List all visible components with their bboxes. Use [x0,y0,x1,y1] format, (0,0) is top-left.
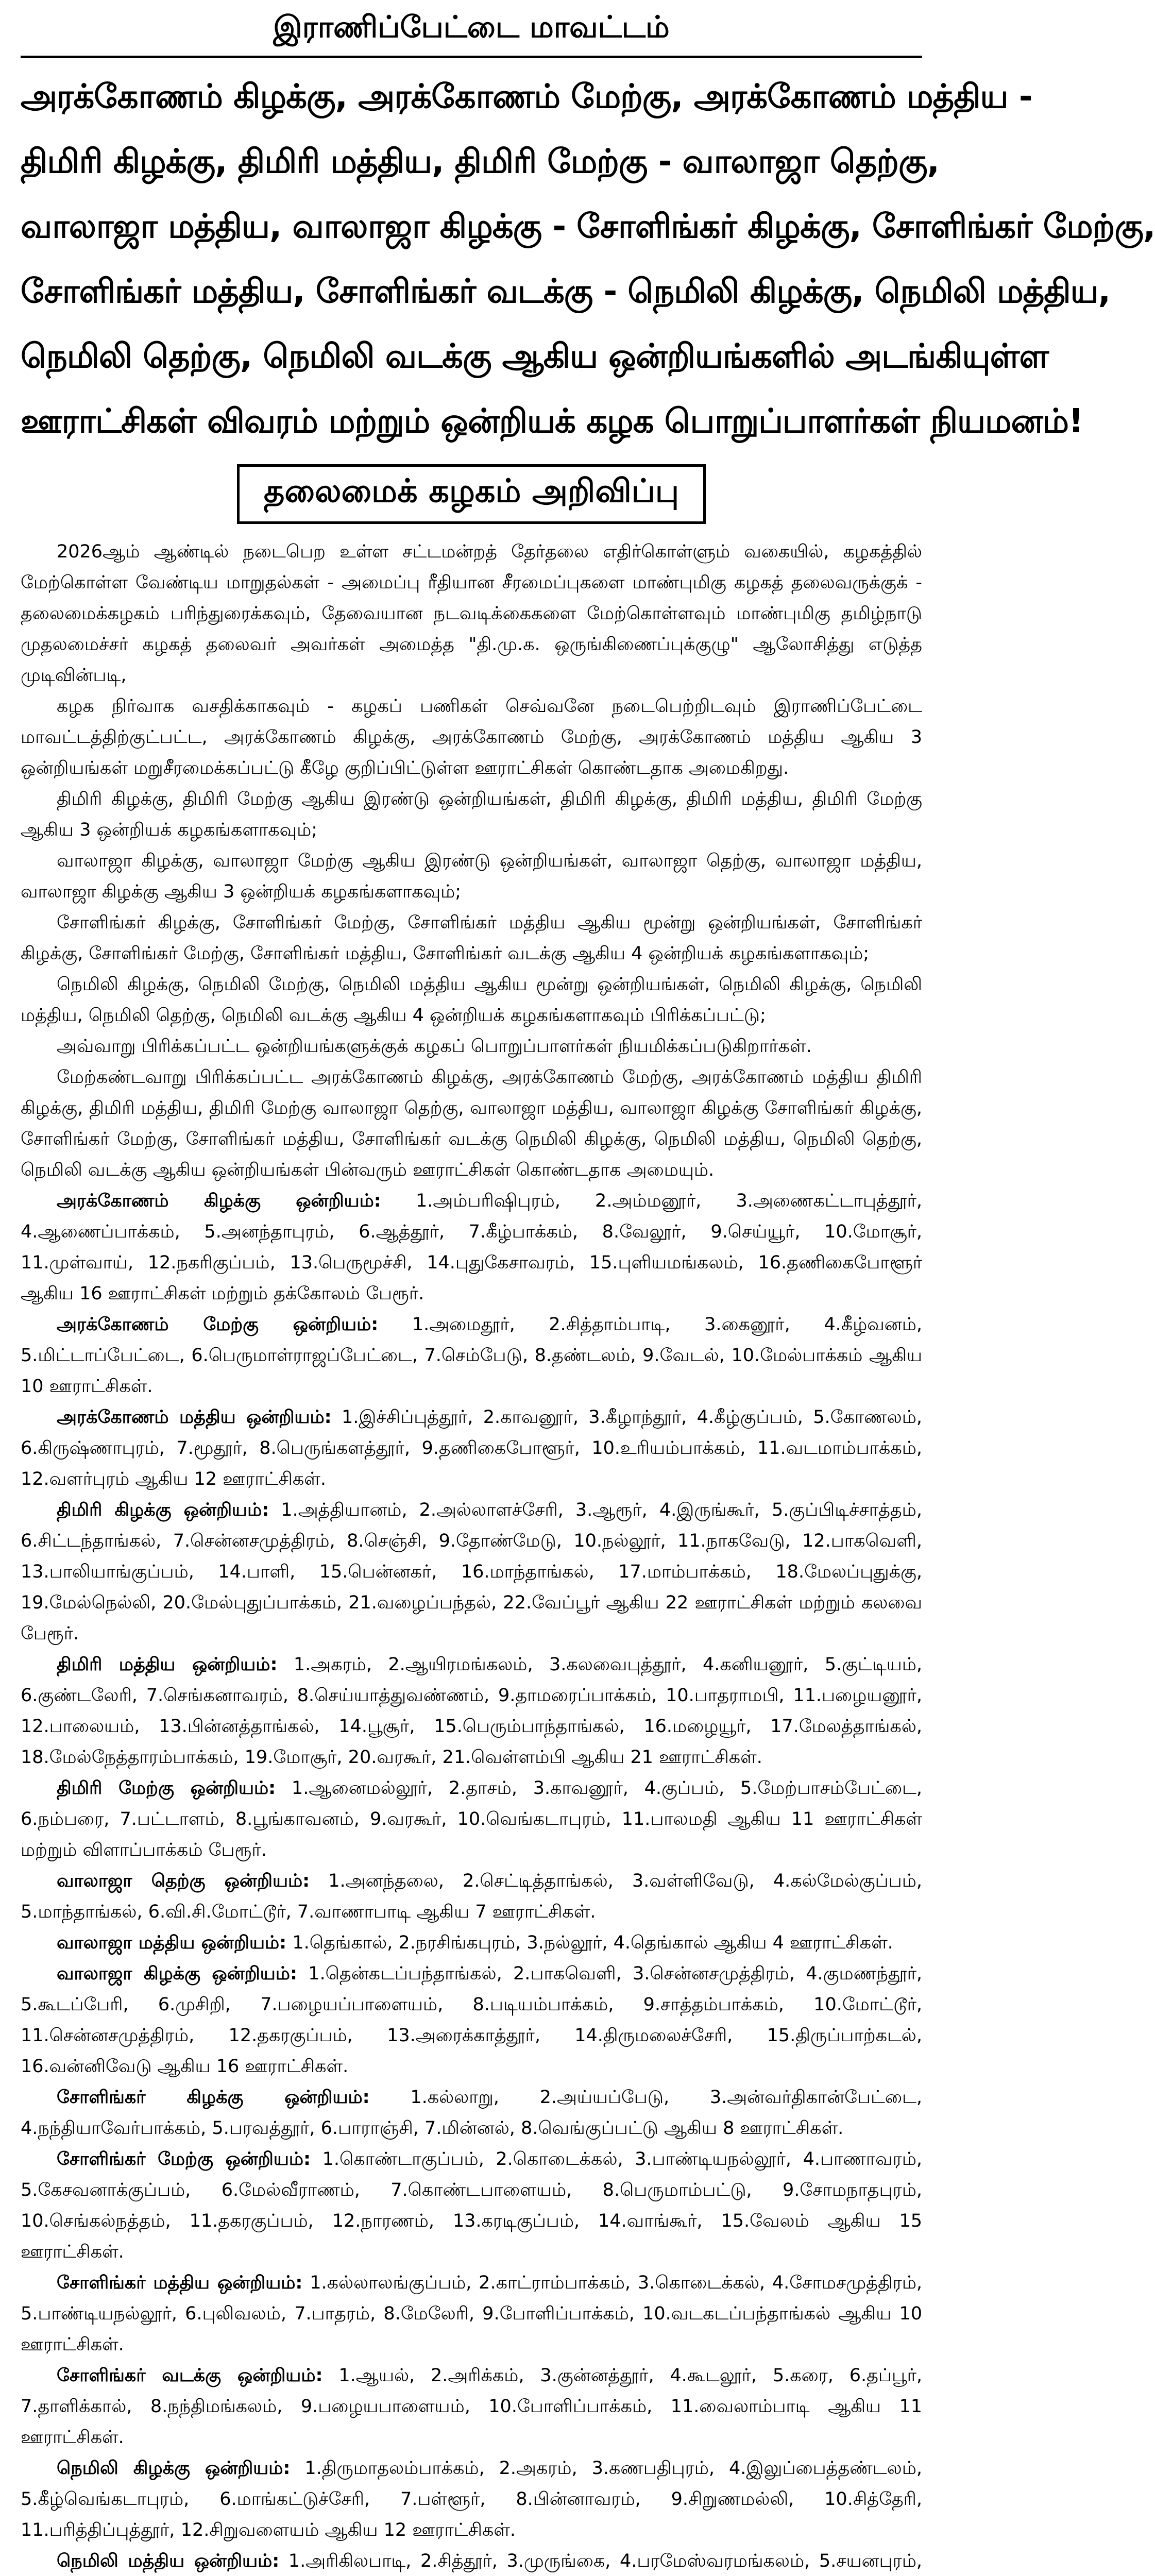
union-label: சோளிங்கர் மத்திய ஒன்றியம்: [57,2273,303,2293]
union-villages: 1.ஆனைமல்லூர், 2.தாசம், 3.காவனூர், 4.குப்பம், 5.மேற்பாசம்பேட்டை, 6.நம்பரை, 7.பட்டாளம், 8.பூங்காவனம், 9.வரகூர், 10.வெங்கடாபுரம், 11.பாலமதி ஆகிய 11 ஊராட்சிகள் மற்றும் விளாப்பாக்கம் பேரூர். [21,1778,922,1860]
headline-line: திமிரி கிழக்கு, திமிரி மத்திய, திமிரி மேற்கு - வாலாஜா தெற்கு, [21,143,939,181]
union-entry [21,1927,922,1958]
district-title: இராணிப்பேட்டை மாவட்டம் [273,9,670,44]
union-villages: 1.கல்லாலங்குப்பம், 2.காட்ராம்பாக்கம், 3.கொடைக்கல், 4.சோமசமுத்திரம், 5.பாண்டியநல்லூர், 6.புலிவலம், 7.பாதரம், 8.மேலேரி, 9.போளிப்பாக்கம், 10.வடகடப்பந்தாங்கல் ஆகிய 10 ஊராட்சிகள். [21,2273,922,2355]
union-entry [21,2267,922,2360]
union-entry [21,1958,922,2082]
intro-paragraph: அவ்வாறு பிரிக்கப்பட்ட ஒன்றியங்களுக்குக் கழகப் பொறுப்பாளர்கள் நியமிக்கப்படுகிறார்கள். [57,1036,812,1057]
intro-paragraph: மேற்கண்டவாறு பிரிக்கப்பட்ட அரக்கோணம் கிழக்கு, அரக்கோணம் மேற்கு, அரக்கோணம் மத்திய திமிரி கிழக்கு, திமிரி மத்திய, திமிரி மேற்கு வாலாஜா தெற்கு, வாலாஜா மத்திய, வாலாஜா கிழக்கு சோளிங்கர் கிழக்கு, சோளிங்கர் மேற்கு, சோளிங்கர் மத்திய, சோளிங்கர் வடக்கு நெமிலி கிழக்கு, நெமிலி மத்திய, நெமிலி தெற்கு, நெமிலி வடக்கு ஆகிய ஒன்றியங்கள் பின்வரும் ஊராட்சிகள் கொண்டதாக அமையும். [21,1067,922,1180]
intro-paragraph: சோளிங்கர் கிழக்கு, சோளிங்கர் மேற்கு, சோளிங்கர் மத்திய ஆகிய மூன்று ஒன்றியங்கள், சோளிங்கர் கிழக்கு, சோளிங்கர் மேற்கு, சோளிங்கர் மத்திய, சோளிங்கர் வடக்கு ஆகிய 4 ஒன்றியக் கழகங்களாகவும்; [21,912,922,964]
union-entry [21,1649,922,1773]
union-villages: 1.இச்சிப்புத்தூர், 2.காவனூர், 3.கீழாந்தூர், 4.கீழ்குப்பம், 5.கோணலம், 6.கிருஷ்ணாபுரம், 7.மூதூர், 8.பெருங்களத்தூர், 9.தணிகைபோளூர், 10.உரியம்பாக்கம், 11.வடமாம்பாக்கம், 12.வளர்புரம் ஆகிய 12 ஊராட்சிகள். [21,1407,923,1489]
union-label: வாலாஜா தெற்கு ஒன்றியம்: [57,1871,310,1891]
notice-title: தலைமைக் கழகம் அறிவிப்பு [263,472,680,510]
union-list [21,1185,922,2576]
union-villages: 1.அரிகிலபாடி, 2.சித்தூர், 3.முருங்கை, 4.பரமேஸ்வரமங்கலம், 5.சயனபுரம், [288,2551,922,2571]
intro-section [21,536,922,1185]
headline-line: நெமிலி தெற்கு, நெமிலி வடக்கு ஆகிய ஒன்றியங்களில் அடங்கியுள்ள [21,337,1048,376]
union-label: வாலாஜா மத்திய ஒன்றியம்: [57,1933,287,1953]
union-label: நெமிலி மத்திய ஒன்றியம்: [57,2551,280,2571]
union-villages: 1.தென்கடப்பந்தாங்கல், 2.பாகவெளி, 3.சென்னசமுத்திரம், 4.குமணந்தூர், 5.கூடப்பேரி, 6.முசிறி, 7.பழையப்பாளையம், 8.படியம்பாக்கம், 9.சாத்தம்பாக்கம், 10.மோட்டூர், 11.சென்னசமுத்திரம், 12.தகரகுப்பம், 13.அரைக்காத்தூர், 14.திருமலைச்சேரி, 15.திருப்பாற்கடல், 16.வன்னிவேடு ஆகிய 16 ஊராட்சிகள். [21,1963,922,2077]
union-villages: 1.அகரம், 2.ஆயிரமங்கலம், 3.கலவைபுத்தூர், 4.கனியனூர், 5.குட்டியம், 6.குண்டலேரி, 7.செங்கனாவரம், 8.செய்யாத்துவண்ணம், 9.தாமரைப்பாக்கம், 10.பாதராமபி, 11.பழையனூர், 12.பாலையம், 13.பின்னத்தாங்கல், 14.பூசூர், 15.பெரும்பாந்தாங்கல், 16.மழையூர், 17.மேலத்தாங்கல், 18.மேல்நேத்தாரம்பாக்கம், 19.மோசூர், 20.வரகூர், 21.வெள்ளம்பி ஆகிய 21 ஊராட்சிகள். [21,1654,922,1768]
union-label: அரக்கோணம் மேற்கு ஒன்றியம்: [57,1314,379,1335]
union-label: வாலாஜா கிழக்கு ஒன்றியம்: [57,1963,297,1984]
headline-block [21,64,1155,454]
union-villages: 1.கல்லாறு, 2.அய்யப்பேடு, 3.அன்வர்திகான்பேட்டை, 4.நந்தியாவேர்பாக்கம், 5.பரவத்தூர், 6.பாராஞ்சி, 7.மின்னல், 8.வெங்குப்பட்டு ஆகிய 8 ஊராட்சிகள். [21,2087,922,2139]
union-villages: 1.அம்பரிஷிபுரம், 2.அம்மனூர், 3.அணைகட்டாபுத்தூர், 4.ஆணைப்பாக்கம், 5.அனந்தாபுரம், 6.ஆத்தூர், 7.கீழ்பாக்கம், 8.வேலூர், 9.செய்யூர், 10.மோசூர், 11.முள்வாய், 12.நகரிகுப்பம், 13.பெருமூச்சி, 14.புதுகேசாவரம், 15.புளியமங்கலம், 16.தணிகைபோளூர் ஆகிய 16 ஊராட்சிகள் மற்றும் தக்கோலம் பேரூர். [21,1191,922,1304]
headline-line: வாலாஜா மத்திய, வாலாஜா கிழக்கு - சோளிங்கர் கிழக்கு, சோளிங்கர் மேற்கு, [21,208,1155,246]
union-label: திமிரி மத்திய ஒன்றியம்: [57,1654,278,1675]
union-entry [21,1773,922,1866]
union-entry [21,2360,922,2453]
intro-paragraph: 2026ஆம் ஆண்டில் நடைபெற உள்ள சட்டமன்றத் தேர்தலை எதிர்கொள்ளும் வகையில், கழகத்தில் மேற்கொள்ள வேண்டிய மாறுதல்கள் - அமைப்பு ரீதியான சீரமைப்புகளை மாண்புமிகு கழகத் தலைவருக்குக் - தலைமைக்கழகம் பரிந்துரைக்கவும், தேவையான நடவடிக்கைகளை மேற்கொள்ளவும் மாண்புமிகு தமிழ்நாடு முதலமைச்சர் கழகத் தலைவர் அவர்கள் அமைத்த "தி.மு.க. ஒருங்கிணைப்புக்குழு" ஆலோசித்து எடுத்த முடிவின்படி, [21,541,922,686]
intro-paragraph: கழக நிர்வாக வசதிக்காகவும் - கழகப் பணிகள் செவ்வனே நடைபெற்றிடவும் இராணிப்பேட்டை மாவட்டத்திற்குட்பட்ட, அரக்கோணம் கிழக்கு, அரக்கோணம் மேற்கு, அரக்கோணம் மத்திய ஆகிய 3 ஒன்றியங்கள் மறுசீரமைக்கப்பட்டு கீழே குறிப்பிட்டுள்ள ஊராட்சிகள் கொண்டதாக அமைகிறது. [21,696,922,778]
headline-line: அரக்கோணம் கிழக்கு, அரக்கோணம் மேற்கு, அரக்கோணம் மத்திய - [21,78,1032,116]
intro-paragraph: திமிரி கிழக்கு, திமிரி மேற்கு ஆகிய இரண்டு ஒன்றியங்கள், திமிரி கிழக்கு, திமிரி மத்திய, திமிரி மேற்கு ஆகிய 3 ஒன்றியக் கழகங்களாகவும்; [21,789,922,840]
intro-paragraph: வாலாஜா கிழக்கு, வாலாஜா மேற்கு ஆகிய இரண்டு ஒன்றியங்கள், வாலாஜா தெற்கு, வாலாஜா மத்திய, வாலாஜா கிழக்கு ஆகிய 3 ஒன்றியக் கழகங்களாகவும்; [21,851,922,902]
union-entry [21,2144,922,2267]
union-label: அரக்கோணம் மத்திய ஒன்றியம்: [57,1407,332,1428]
union-entry [21,1402,922,1495]
union-label: நெமிலி கிழக்கு ஒன்றியம்: [57,2458,291,2479]
headline-line: சோளிங்கர் மத்திய, சோளிங்கர் வடக்கு - நெமிலி கிழக்கு, நெமிலி மத்திய, [21,273,1110,311]
divider [21,56,922,58]
union-villages: 1.கொண்டாகுப்பம், 2.கொடைக்கல், 3.பாண்டியநல்லூர், 4.பாணாவரம், 5.கேசவனாக்குப்பம், 6.மேல்வீராணம், 7.கொண்டபாளையம், 8.பெருமாம்பட்டு, 9.சோமநாதபுரம், 10.செங்கல்நத்தம், 11.தகரகுப்பம், 12.நாரணம், 13.கரடிகுப்பம், 14.வாங்கூர், 15.வேலம் ஆகிய 15 ஊராட்சிகள். [21,2149,922,2262]
union-villages: 1.திருமாதலம்பாக்கம், 2.அகரம், 3.கணபதிபுரம், 4.இலுப்பைத்தண்டலம், 5.கீழ்வெங்கடாபுரம், 6.மாங்கட்டுச்சேரி, 7.பள்ளூர், 8.பின்னாவரம், 9.சிறுணமல்லி, 10.சித்தேரி, 11.பரித்திப்புத்தூர், 12.சிறுவளையம் ஆகிய 12 ஊராட்சிகள். [21,2458,922,2540]
union-label: திமிரி மேற்கு ஒன்றியம்: [57,1778,276,1799]
headline-line: ஊராட்சிகள் விவரம் மற்றும் ஒன்றியக் கழக பொறுப்பாளர்கள் நியமனம்! [21,402,1083,440]
union-villages: 1.அமைதூர், 2.சித்தாம்பாடி, 3.கைனூர், 4.கீழ்வனம், 5.மிட்டாப்பேட்டை, 6.பெருமாள்ராஜப்பேட்டை, 7.செம்பேடு, 8.தண்டலம், 9.வேடல், 10.மேல்பாக்கம் ஆகிய 10 ஊராட்சிகள். [21,1314,922,1397]
union-entry [21,1866,922,1927]
notice-title-box [237,464,706,524]
intro-paragraph: நெமிலி கிழக்கு, நெமிலி மேற்கு, நெமிலி மத்திய ஆகிய மூன்று ஒன்றியங்கள், நெமிலி கிழக்கு, நெமிலி மத்திய, நெமிலி தெற்கு, நெமிலி வடக்கு ஆகிய 4 ஒன்றியக் கழகங்களாகவும் பிரிக்கப்பட்டு; [21,974,922,1026]
union-label: அரக்கோணம் கிழக்கு ஒன்றியம்: [57,1191,381,1211]
union-villages: 1.அனந்தலை, 2.செட்டித்தாங்கல், 3.வள்ளிவேடு, 4.கல்மேல்குப்பம், 5.மாந்தாங்கல், 6.வி.சி.மோட்டூர், 7.வாணாபாடி ஆகிய 7 ஊராட்சிகள். [21,1871,922,1922]
union-entry [21,1185,922,1309]
union-villages: 1.அத்தியானம், 2.அல்லாளச்சேரி, 3.ஆரூர், 4.இருங்கூர், 5.குப்பிடிச்சாத்தம், 6.சிட்டந்தாங்கல், 7.சென்னசமுத்திரம், 8.செஞ்சி, 9.தோண்மேடு, 10.நல்லூர், 11.நாகவேடு, 12.பாகவெளி, 13.பாலியாங்குப்பம், 14.பாளி, 15.பென்னகர், 16.மாந்தாங்கல், 17.மாம்பாக்கம், 18.மேலப்புதுக்கு, 19.மேல்நெல்லி, 20.மேல்புதுப்பாக்கம், 21.வழைப்பந்தல், 22.வேப்பூர் ஆகிய 22 ஊராட்சிகள் மற்றும் கலவை பேரூர். [21,1500,922,1644]
union-entry [21,1309,922,1402]
union-villages: 1.தெங்கால், 2.நரசிங்கபுரம், 3.நல்லூர், 4.தெங்கால் ஆகிய 4 ஊராட்சிகள். [292,1933,893,1953]
union-entry [21,2453,922,2546]
union-label: சோளிங்கர் மேற்கு ஒன்றியம்: [57,2149,311,2170]
union-entry [21,1495,922,1649]
union-entry [21,2546,922,2576]
union-label: திமிரி கிழக்கு ஒன்றியம்: [57,1500,269,1520]
union-label: சோளிங்கர் வடக்கு ஒன்றியம்: [57,2365,323,2386]
union-villages: 1.ஆயல், 2.அரிக்கம், 3.குன்னத்தூர், 4.கூடலூர், 5.கரை, 6.தப்பூர், 7.தாளிக்கால், 8.நந்திமங்கலம், 9.பழையபாளையம், 10.போளிப்பாக்கம், 11.வைலாம்பாடி ஆகிய 11 ஊராட்சிகள். [21,2365,922,2448]
union-label: சோளிங்கர் கிழக்கு ஒன்றியம்: [57,2087,370,2108]
union-entry [21,2082,922,2144]
